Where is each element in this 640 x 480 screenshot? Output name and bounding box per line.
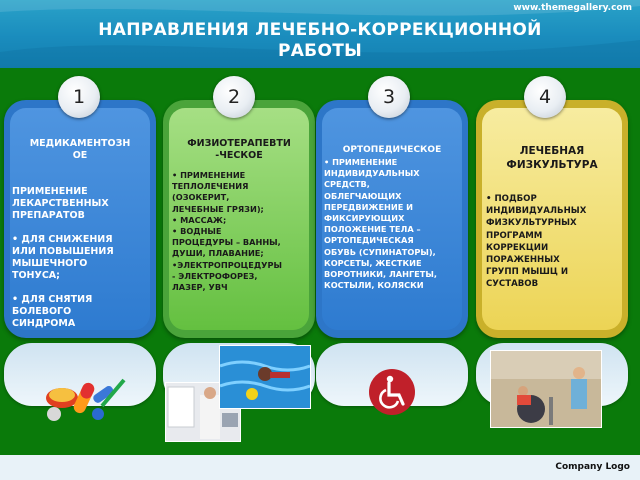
card-medication-line: МЫШЕЧНОГО — [12, 258, 88, 269]
exercise-photo — [490, 350, 602, 428]
card-exercise-therapy-line: ФИЗКУЛЬТУРНЫХ — [486, 218, 577, 229]
card-orthopedic-body — [324, 157, 466, 291]
card-orthopedic-line: ИНДИВИДУАЛЬНЫХ — [324, 168, 420, 179]
card-physiotherapy-line: • ПРИМЕНЕНИЕ — [172, 170, 246, 180]
card-medication-line: БОЛЕВОГО — [12, 306, 72, 317]
step-number-2: 2 — [213, 76, 255, 118]
header-banner — [0, 0, 640, 68]
card-medication-line: ПРЕПАРАТОВ — [12, 210, 85, 221]
card-medication-line: • ДЛЯ СНИЖЕНИЯ — [12, 234, 113, 245]
card-medication-title-line2: ОЕ — [72, 150, 88, 161]
card-physiotherapy-title-line2: -ЧЕСКОЕ — [215, 150, 263, 161]
card-orthopedic-line: ОБУВЬ (СУПИНАТОРЫ), — [324, 246, 436, 257]
card-physiotherapy-line: - ЭЛЕКТРОФОРЕЗ, — [172, 270, 258, 281]
card-physiotherapy-line: ЛАЗЕР, УВЧ — [172, 282, 228, 293]
card-physiotherapy-body — [172, 170, 314, 293]
card-exercise-therapy-title — [482, 144, 622, 172]
card-orthopedic-line: СРЕДСТВ, — [324, 179, 370, 190]
card-medication-body — [12, 186, 152, 330]
card-physiotherapy-line: ТЕПЛОЛЕЧЕНИЯ — [172, 181, 249, 192]
card-medication-line: ЛЕКАРСТВЕННЫХ — [12, 198, 109, 209]
card-physiotherapy-title — [169, 138, 309, 162]
card-exercise-therapy-title-line1: ЛЕЧЕБНАЯ — [519, 145, 585, 157]
page-title-line1: НАПРАВЛЕНИЯ ЛЕЧЕБНО-КОРРЕКЦИОННОЙ — [98, 20, 542, 40]
card-exercise-therapy-line: СУСТАВОВ — [486, 279, 539, 290]
card-medication-line: ИЛИ ПОВЫШЕНИЯ — [12, 246, 114, 257]
card-physiotherapy-line: • ВОДНЫЕ — [172, 226, 222, 237]
card-orthopedic-line: ОБЛЕГЧАЮЩИХ — [324, 190, 402, 201]
card-exercise-therapy — [476, 100, 628, 338]
card-medication-title-line1: МЕДИКАМЕНТОЗН — [29, 138, 131, 149]
card-medication — [4, 100, 156, 338]
step-number-4: 4 — [524, 76, 566, 118]
card-exercise-therapy-line: ГРУПП МЫШЦ И — [486, 267, 569, 278]
company-logo[interactable]: Company Logo — [555, 462, 630, 472]
card-physiotherapy-title-line1: ФИЗИОТЕРАПЕВТИ — [187, 138, 291, 149]
card-physiotherapy-line: (ОЗОКЕРИТ, — [172, 192, 230, 203]
card-orthopedic-line: ПЕРЕДВИЖЕНИЕ И — [324, 201, 414, 212]
card-exercise-therapy-line: ПРОГРАММ — [486, 230, 543, 241]
card-exercise-therapy-line: КОРРЕКЦИИ — [486, 242, 549, 253]
card-exercise-therapy-line: ПОРАЖЕННЫХ — [486, 255, 560, 266]
card-orthopedic-line: ФИКСИРУЮЩИХ — [324, 213, 405, 224]
card-orthopedic-line: • ПРИМЕНЕНИЕ — [324, 157, 398, 167]
card-orthopedic-line: ПОЛОЖЕНИЕ ТЕЛА – — [324, 224, 421, 235]
card-medication-line: ПРИМЕНЕНИЕ — [12, 186, 88, 197]
card-physiotherapy-line: • МАССАЖ; — [172, 214, 227, 225]
card-orthopedic — [316, 100, 468, 338]
card-orthopedic-line: ВОРОТНИКИ, ЛАНГЕТЫ, — [324, 269, 437, 280]
card-orthopedic-line: КОСТЫЛИ, КОЛЯСКИ — [324, 280, 424, 291]
card-exercise-therapy-title-line2: ФИЗКУЛЬТУРА — [506, 159, 598, 171]
page-title-line2: РАБОТЫ — [277, 41, 363, 61]
card-orthopedic-line: ОРТОПЕДИЧЕСКАЯ — [324, 235, 414, 246]
site-url[interactable]: www.themegallery.com — [513, 3, 632, 13]
pills-icon — [40, 370, 130, 422]
swimming-photo — [219, 345, 311, 409]
card-orthopedic-title: ОРТОПЕДИЧЕСКОЕ — [342, 145, 442, 155]
card-medication-title — [10, 138, 150, 162]
card-exercise-therapy-body — [486, 193, 624, 291]
card-physiotherapy-line: ДУШИ, ПЛАВАНИЕ; — [172, 248, 264, 259]
card-medication-line: • ДЛЯ СНЯТИЯ — [12, 294, 93, 305]
card-physiotherapy-line: ПРОЦЕДУРЫ – ВАННЫ, — [172, 237, 281, 248]
step-number-1: 1 — [58, 76, 100, 118]
card-physiotherapy-line: ЛЕЧЕБНЫЕ ГРЯЗИ); — [172, 203, 264, 214]
wheelchair-icon — [368, 368, 416, 416]
card-medication-line: СИНДРОМА — [12, 318, 76, 329]
footer-bar — [0, 455, 640, 480]
card-exercise-therapy-line: • ПОДБОР — [486, 194, 537, 204]
page-title — [0, 20, 640, 62]
card-physiotherapy — [163, 100, 315, 338]
card-exercise-therapy-line: ИНДИВИДУАЛЬНЫХ — [486, 206, 587, 217]
card-medication-line: ТОНУСА; — [12, 270, 60, 281]
card-physiotherapy-line: •ЭЛЕКТРОПРОЦЕДУРЫ — [172, 259, 282, 270]
step-number-3: 3 — [368, 76, 410, 118]
card-orthopedic-line: КОРСЕТЫ, ЖЕСТКИЕ — [324, 257, 422, 268]
